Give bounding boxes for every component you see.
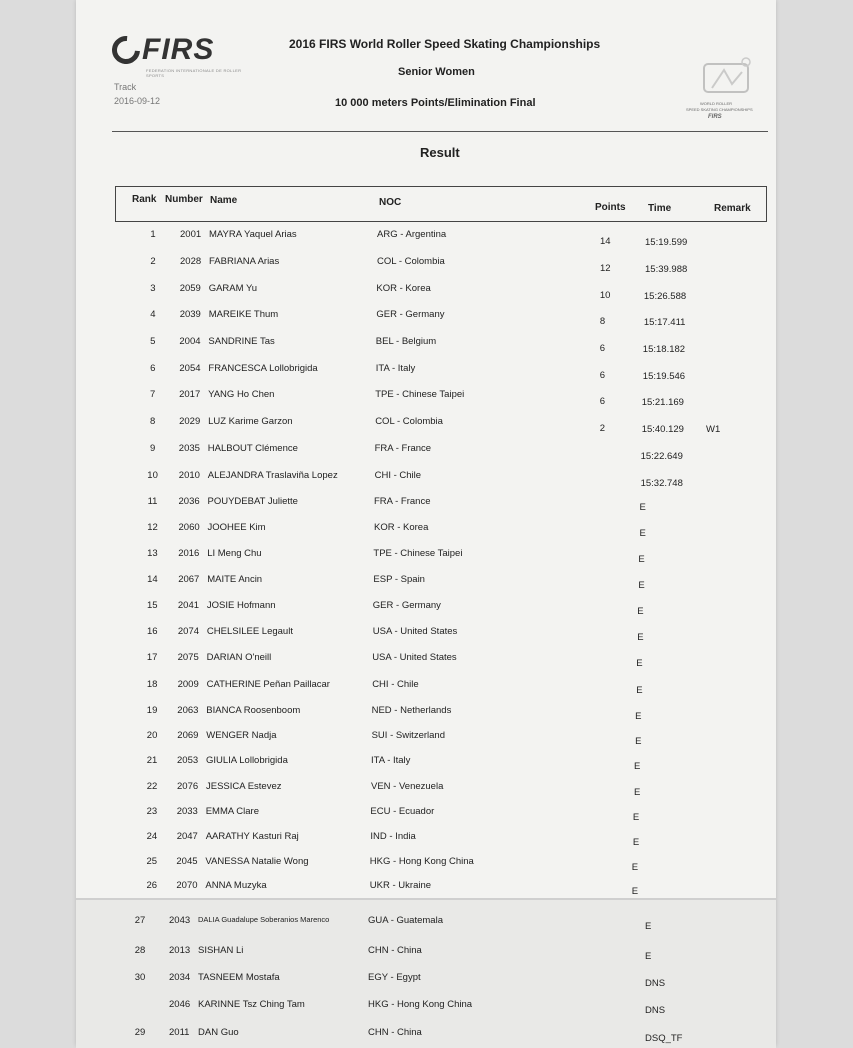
col-name: Name [210,195,238,206]
name-cell: JESSICA Estevez [206,781,282,792]
table-row [0,652,853,672]
table-row [0,336,853,356]
table-row [0,945,853,965]
time-cell: 15:22.649 [640,451,683,462]
table-row [0,999,853,1019]
time-cell: E [632,837,640,848]
rank-cell: 30 [134,972,146,983]
logo-text: FIRS [142,33,215,66]
noc-cell: HKG - Hong Kong China [369,856,474,867]
number-cell: 2016 [178,548,200,559]
table-row [0,416,853,436]
number-cell: 2043 [169,915,191,926]
number-cell: 2039 [179,309,201,320]
rank-cell: 8 [150,416,156,427]
discipline-label: Track [114,82,137,92]
name-cell: BIANCA Roosenboom [206,705,301,716]
number-cell: 2001 [180,229,202,240]
table-row [0,856,853,876]
event-title: 10 000 meters Points/Elimination Final [335,97,536,109]
points-cell: 14 [600,236,611,247]
number-cell: 2067 [178,574,200,585]
time-cell: 15:18.182 [642,344,686,355]
noc-cell: FRA - France [374,443,432,454]
time-cell: E [639,502,646,513]
championship-emblem-icon [690,48,770,128]
rank-cell: 20 [146,730,158,741]
emblem-line1: WORLD ROLLER [700,101,733,106]
noc-cell: NED - Netherlands [371,705,452,716]
time-cell: DNS [645,1005,666,1016]
time-cell: E [636,685,643,696]
logo-subtitle: FEDERATION INTERNATIONALE DE ROLLER SPORTS [146,68,242,78]
rank-cell: 17 [146,652,158,663]
time-cell: E [645,921,652,932]
event-date: 2016-09-12 [114,96,161,106]
number-cell: 2013 [169,945,191,956]
noc-cell: GUA - Guatemala [368,915,443,926]
points-cell: 10 [599,290,611,301]
noc-cell: KOR - Korea [374,522,429,533]
table-row [0,600,853,620]
table-row [0,229,853,249]
time-cell: E [638,580,645,591]
number-cell: 2046 [169,999,191,1010]
number-cell: 2034 [169,972,191,983]
championship-title: 2016 FIRS World Roller Speed Skating Championships [289,37,601,51]
rank-cell: 2 [150,256,156,267]
time-cell: 15:21.169 [641,397,684,408]
table-row [0,256,853,276]
noc-cell: KOR - Korea [376,283,431,294]
table-row [0,705,853,725]
noc-cell: TPE - Chinese Taipei [375,389,465,400]
noc-cell: COL - Colombia [375,416,443,427]
name-cell: EMMA Clare [205,806,260,817]
time-cell: 15:40.129 [641,424,684,435]
number-cell: 2054 [179,363,201,374]
time-cell: E [634,787,641,798]
name-cell: ANNA Muzyka [205,880,267,891]
number-cell: 2033 [176,806,198,817]
rank-cell: 13 [147,548,158,559]
time-cell: 15:17.411 [643,317,686,328]
rank-cell: 6 [150,363,156,374]
table-row [0,522,853,542]
rank-cell: 25 [146,856,158,867]
number-cell: 2069 [177,730,199,741]
table-row [0,755,853,775]
time-cell: 15:39.988 [645,264,688,275]
name-cell: GARAM Yu [208,283,258,294]
name-cell: MAITE Ancin [207,574,263,585]
col-points: Points [595,202,626,213]
rank-cell: 10 [147,470,158,481]
noc-cell: GER - Germany [372,600,441,611]
rank-cell: 11 [147,496,158,507]
rank-cell: 26 [146,880,158,891]
name-cell: DALIA Guadalupe Soberanios Marenco [198,915,330,924]
name-cell: POUYDEBAT Juliette [207,496,298,507]
time-cell: E [631,862,639,873]
noc-cell: ARG - Argentina [377,229,447,240]
number-cell: 2028 [180,256,202,267]
col-rank: Rank [132,194,157,205]
noc-cell: USA - United States [372,626,458,637]
result-title: Result [420,145,460,160]
number-cell: 2010 [178,470,200,481]
table-row [0,389,853,409]
rank-cell: 5 [150,336,156,347]
time-cell: E [638,554,645,565]
name-cell: VANESSA Natalie Wong [205,856,309,867]
number-cell: 2074 [177,626,200,637]
time-cell: E [632,812,640,823]
table-row [0,470,853,490]
name-cell: WENGER Nadja [206,730,277,741]
rank-cell: 19 [146,705,158,716]
rank-cell: 4 [150,309,156,320]
points-cell: 6 [599,370,606,381]
number-cell: 2075 [177,652,199,663]
time-cell: E [637,632,644,643]
name-cell: YANG Ho Chen [208,389,275,400]
time-cell: 15:19.599 [645,237,688,248]
table-row [0,730,853,750]
header-divider [112,131,768,132]
time-cell: E [631,886,639,897]
noc-cell: CHI - Chile [374,470,422,481]
name-cell: JOOHEE Kim [207,522,266,533]
name-cell: KARINNE Tsz Ching Tam [198,999,305,1010]
emblem-line3: FIRS [708,114,722,120]
rank-cell: 12 [147,522,158,533]
table-row [0,574,853,594]
name-cell: GIULIA Lollobrigida [206,755,288,766]
number-cell: 2070 [176,880,198,891]
number-cell: 2063 [177,705,199,716]
rank-cell: 18 [146,679,158,690]
name-cell: LUZ Karime Garzon [208,416,293,427]
noc-cell: SUI - Switzerland [371,730,445,741]
table-row [0,781,853,801]
table-row [0,548,853,568]
name-cell: HALBOUT Clémence [207,443,298,454]
points-cell: 12 [600,263,611,274]
name-cell: LI Meng Chu [207,548,262,559]
name-cell: ALEJANDRA Traslaviña Lopez [207,470,338,481]
name-cell: MAREIKE Thum [208,309,279,320]
number-cell: 2059 [179,283,201,294]
rank-cell: 15 [147,600,158,611]
name-cell: SANDRINE Tas [208,336,275,347]
table-row [0,363,853,383]
table-row [0,880,853,900]
time-cell: E [639,528,646,539]
number-cell: 2029 [179,416,201,427]
col-noc: NOC [379,197,402,208]
number-cell: 2045 [176,856,198,867]
name-cell: DAN Guo [198,1027,239,1038]
table-row [0,972,853,992]
table-row [0,806,853,826]
name-cell: TASNEEM Mostafa [198,972,280,983]
noc-cell: CHN - China [368,1027,422,1038]
points-cell: 8 [599,316,606,327]
noc-cell: CHN - China [368,945,422,956]
noc-cell: UKR - Ukraine [369,880,432,891]
time-cell: E [636,658,643,669]
number-cell: 2036 [178,496,200,507]
number-cell: 2041 [177,600,200,611]
time-cell: DNS [645,978,666,989]
emblem-line2: SPEED SKATING CHAMPIONSHIPS [686,107,753,112]
points-cell: 6 [599,343,606,354]
noc-cell: GER - Germany [376,309,445,320]
time-cell: E [635,711,642,722]
time-cell: 15:32.748 [640,478,683,489]
noc-cell: FRA - France [374,496,431,507]
rank-cell: 29 [134,1027,146,1038]
noc-cell: ITA - Italy [371,755,411,766]
number-cell: 2076 [177,781,199,792]
rank-cell: 23 [146,806,158,817]
noc-cell: ESP - Spain [373,574,425,585]
time-cell: 15:19.546 [642,371,686,382]
rank-cell: 22 [146,781,158,792]
rank-cell: 3 [150,283,156,294]
number-cell: 2011 [169,1027,190,1038]
noc-cell: TPE - Chinese Taipei [373,548,463,559]
name-cell: DARIAN O'neill [206,652,272,663]
col-time: Time [648,203,672,214]
noc-cell: EGY - Egypt [368,972,421,983]
number-cell: 2053 [177,755,199,766]
rank-cell: 28 [134,945,146,956]
category-title: Senior Women [398,66,475,78]
time-cell: E [634,761,641,772]
rank-cell: 1 [150,229,156,240]
name-cell: AARATHY Kasturi Raj [205,831,299,842]
col-remark: Remark [714,203,751,214]
table-row [0,831,853,851]
table-row [0,915,853,935]
name-cell: CHELSILEE Legault [206,626,293,637]
name-cell: CATHERINE Peñan Paillacar [206,679,330,690]
name-cell: MAYRA Yaquel Arias [209,229,297,240]
number-cell: 2035 [178,443,200,454]
noc-cell: CHI - Chile [372,679,419,690]
table-row [0,443,853,463]
rank-cell: 16 [147,626,158,637]
table-row [0,283,853,303]
noc-cell: COL - Colombia [377,256,445,267]
name-cell: FRANCESCA Lollobrigida [208,363,318,374]
rank-cell: 27 [134,915,146,926]
time-cell: DSQ_TF [645,1033,683,1044]
noc-cell: BEL - Belgium [375,336,437,347]
number-cell: 2009 [177,679,199,690]
table-row [0,1027,853,1047]
noc-cell: VEN - Venezuela [371,781,444,792]
name-cell: SISHAN Li [198,945,244,956]
noc-cell: HKG - Hong Kong China [368,999,473,1010]
firs-ring-icon [106,30,145,69]
noc-cell: ECU - Ecuador [370,806,435,817]
name-cell: JOSIE Hofmann [206,600,276,611]
time-cell: E [637,606,644,617]
rank-cell: 7 [150,389,156,400]
number-cell: 2017 [179,389,201,400]
remark-cell: W1 [706,424,721,435]
firs-logo [112,30,214,70]
time-cell: E [645,951,652,962]
rank-cell: 21 [146,755,158,766]
name-cell: FABRIANA Arias [209,256,280,267]
table-row [0,309,853,329]
table-row [0,496,853,516]
table-row [0,626,853,646]
number-cell: 2047 [176,831,198,842]
noc-cell: USA - United States [372,652,457,663]
table-row [0,679,853,699]
rank-cell: 24 [146,831,158,842]
points-cell: 6 [599,396,605,407]
number-cell: 2060 [178,522,200,533]
noc-cell: ITA - Italy [375,363,416,374]
rank-cell: 9 [149,443,156,454]
number-cell: 2004 [179,336,201,347]
col-number: Number [165,194,203,205]
time-cell: E [635,736,642,747]
noc-cell: IND - India [370,831,416,842]
rank-cell: 14 [147,574,158,585]
time-cell: 15:26.588 [643,291,687,302]
points-cell: 2 [599,423,605,434]
